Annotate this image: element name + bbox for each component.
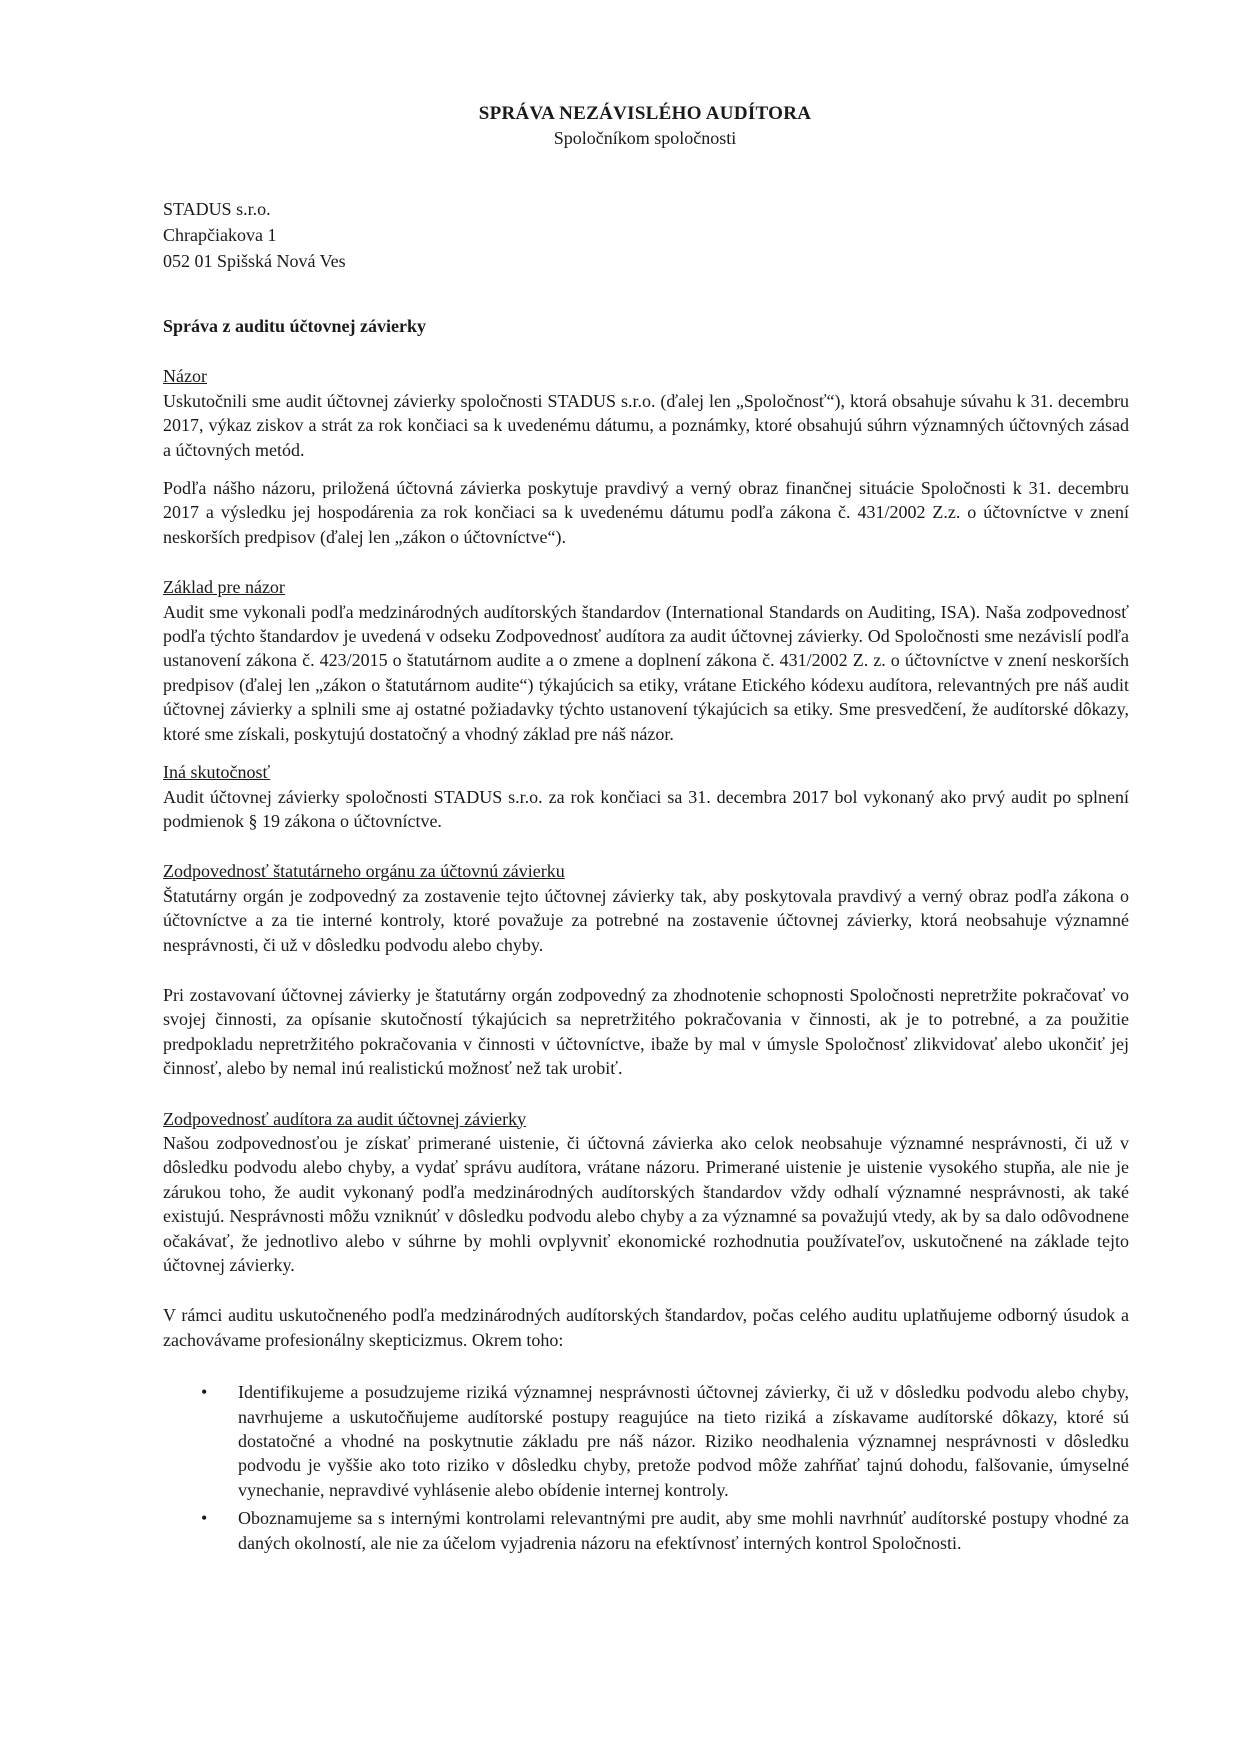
bullet-icon: • xyxy=(201,1382,208,1403)
section-auditor-responsibility xyxy=(163,1107,1129,1556)
section-basis-paragraph-1: Audit sme vykonali podľa medzinárodných audítorských štandardov (International Standards on Auditing, ISA). Naša zodpovednosť podľa týchto štandardov je uvedená v odseku Zodpovednosť audítora za audit účtovnej závierky. Od Spoločnosti sme nezávislí podľa ustanovení zákona č. 423/2015 o štatutárnom audite a o zmene a doplnení zákona č. 431/2002 Z. z. o účtovníctve v znení neskorších predpisov (ďalej len „zákon o štatutárnom audite“) týkajúcich sa etiky, vrátane Etického kódexu audítora, relevantných pre náš audit účtovnej závierky a splnili sme aj ostatné požiadavky týchto ustanovení týkajúcich sa etiky. Sme presvedčení, že audítorské dôkazy, ktoré sme získali, poskytujú dostatočný a vhodný základ pre náš názor. xyxy=(163,601,1129,744)
title-block xyxy=(0,102,1240,150)
section-auditor-title: Zodpovednosť audítora za audit účtovnej závierky xyxy=(163,1108,527,1129)
section-auditor-paragraph-2: V rámci auditu uskutočneného podľa medzinárodných audítorských štandardov, počas celého auditu uplatňujeme odborný úsudok a zachovávame profesionálny skepticizmus. Okrem toho: xyxy=(163,1305,1129,1350)
document-body xyxy=(163,196,1129,1559)
section-other-matter xyxy=(163,760,1129,833)
report-subheading: Spoločníkom spoločnosti xyxy=(553,128,737,148)
list-item xyxy=(163,1506,1129,1555)
auditor-procedures-list xyxy=(163,1380,1129,1555)
section-other-matter-paragraph-1: Audit účtovnej závierky spoločnosti STADUS s.r.o. za rok končiaci sa 31. decembra 2017 bol vykonaný ako prvý audit po splnení podmienok § 19 zákona o účtovníctve. xyxy=(163,786,1129,831)
section-auditor-paragraph-1: Našou zodpovednosťou je získať primerané uistenie, či účtovná závierka ako celok neobsahuje významné nesprávnosti, či už v dôsledku podvodu alebo chyby, a vydať správu audítora, vrátane názoru. Primerané uistenie je uistenie vysokého stupňa, ale nie je zárukou toho, že audit vykonaný podľa medzinárodných audítorských štandardov vždy odhalí významné nesprávnosti, ak také existujú. Nesprávnosti môžu vzniknúť v dôsledku podvodu alebo chyby a za významné sa považujú vtedy, ak by sa dalo odôvodnene očakávať, že jednotlivo alebo v súhrne by mohli ovplyvniť ekonomické rozhodnutia používateľov, uskutočnené na základe tejto účtovnej závierky. xyxy=(163,1132,1129,1275)
section-other-matter-title: Iná skutočnosť xyxy=(163,762,271,783)
section-statutory-paragraph-2: Pri zostavovaní účtovnej závierky je štatutárny orgán zodpovedný za zhodnotenie schopnosti Spoločnosti nepretržite pokračovať vo svojej činnosti, za opísanie skutočností týkajúcich sa nepretržitého pokračovania v činnosti, ak je to potrebné, a za použitie predpokladu nepretržitého pokračovania v činnosti v účtovníctve, ibaže by mal v úmysle Spoločnosť zlikvidovať alebo ukončiť jej činnosť, alebo by nemal inú realistickú možnosť než tak urobiť. xyxy=(163,984,1129,1079)
addressee-street: Chrapčiakova 1 xyxy=(163,225,277,245)
section-statutory-title: Zodpovednosť štatutárneho orgánu za účtovnú závierku xyxy=(163,861,565,882)
report-section-title: Správa z auditu účtovnej závierky xyxy=(163,316,426,336)
section-statutory-paragraph-1: Štatutárny orgán je zodpovedný za zostavenie tejto účtovnej závierky tak, aby poskytovala pravdivý a verný obraz podľa zákona o účtovníctve a za tie interné kontroly, ktoré považuje za potrebné na zostavenie účtovnej závierky, ktorá neobsahuje významné nesprávnosti, či už v dôsledku podvodu alebo chyby. xyxy=(163,885,1129,955)
section-opinion-paragraph-1: Uskutočnili sme audit účtovnej závierky spoločnosti STADUS s.r.o. (ďalej len „Spoločnosť“), ktorá obsahuje súvahu k 31. decembru 2017, výkaz ziskov a strát za rok končiaci sa k uvedenému dátumu, a poznámky, ktoré obsahujú súhrn významných účtovných zásad a účtovných metód. xyxy=(163,390,1129,460)
list-item-text: Identifikujeme a posudzujeme riziká významnej nesprávnosti účtovnej závierky, či už v dôsledku podvodu alebo chyby, navrhujeme a uskutočňujeme audítorské postupy reagujúce na tieto riziká a získavame audítorské dôkazy, ktoré sú dostatočné a vhodné na poskytnutie základu pre náš názor. Riziko neodhalenia významnej nesprávnosti v dôsledku podvodu je vyššie ako toto riziko v dôsledku chyby, pretože podvod môže zahŕňať tajnú dohodu, falšovanie, úmyselné vynechanie, nepravdivé vyhlásenie alebo obídenie internej kontroly. xyxy=(238,1382,1129,1500)
section-opinion-paragraph-2: Podľa nášho názoru, priložená účtovná závierka poskytuje pravdivý a verný obraz finančnej situácie Spoločnosti k 31. decembru 2017 a výsledku jej hospodárenia za rok končiaci sa k uvedenému dátumu podľa zákona č. 431/2002 Z.z. o účtovníctve v znení neskorších predpisov (ďalej len „zákon o účtovníctve“). xyxy=(163,478,1129,547)
addressee-city: 052 01 Spišská Nová Ves xyxy=(163,251,346,271)
section-basis-title: Základ pre názor xyxy=(163,577,285,598)
addressee-name: STADUS s.r.o. xyxy=(163,199,271,219)
addressee-block xyxy=(163,196,1129,274)
report-heading: SPRÁVA NEZÁVISLÉHO AUDÍTORA xyxy=(478,103,812,124)
section-opinion-title: Názor xyxy=(163,366,207,387)
section-statutory-responsibility xyxy=(163,859,1129,1080)
bullet-icon: • xyxy=(201,1508,208,1529)
list-item-text: Oboznamujeme sa s internými kontrolami relevantnými pre audit, aby sme mohli navrhnúť audítorské postupy vhodné za daných okolností, ale nie za účelom vyjadrenia názoru na efektívnosť interných kontrol Spoločnosti. xyxy=(238,1508,1129,1553)
section-basis xyxy=(163,575,1129,746)
list-item xyxy=(163,1380,1129,1502)
section-opinion xyxy=(163,364,1129,549)
